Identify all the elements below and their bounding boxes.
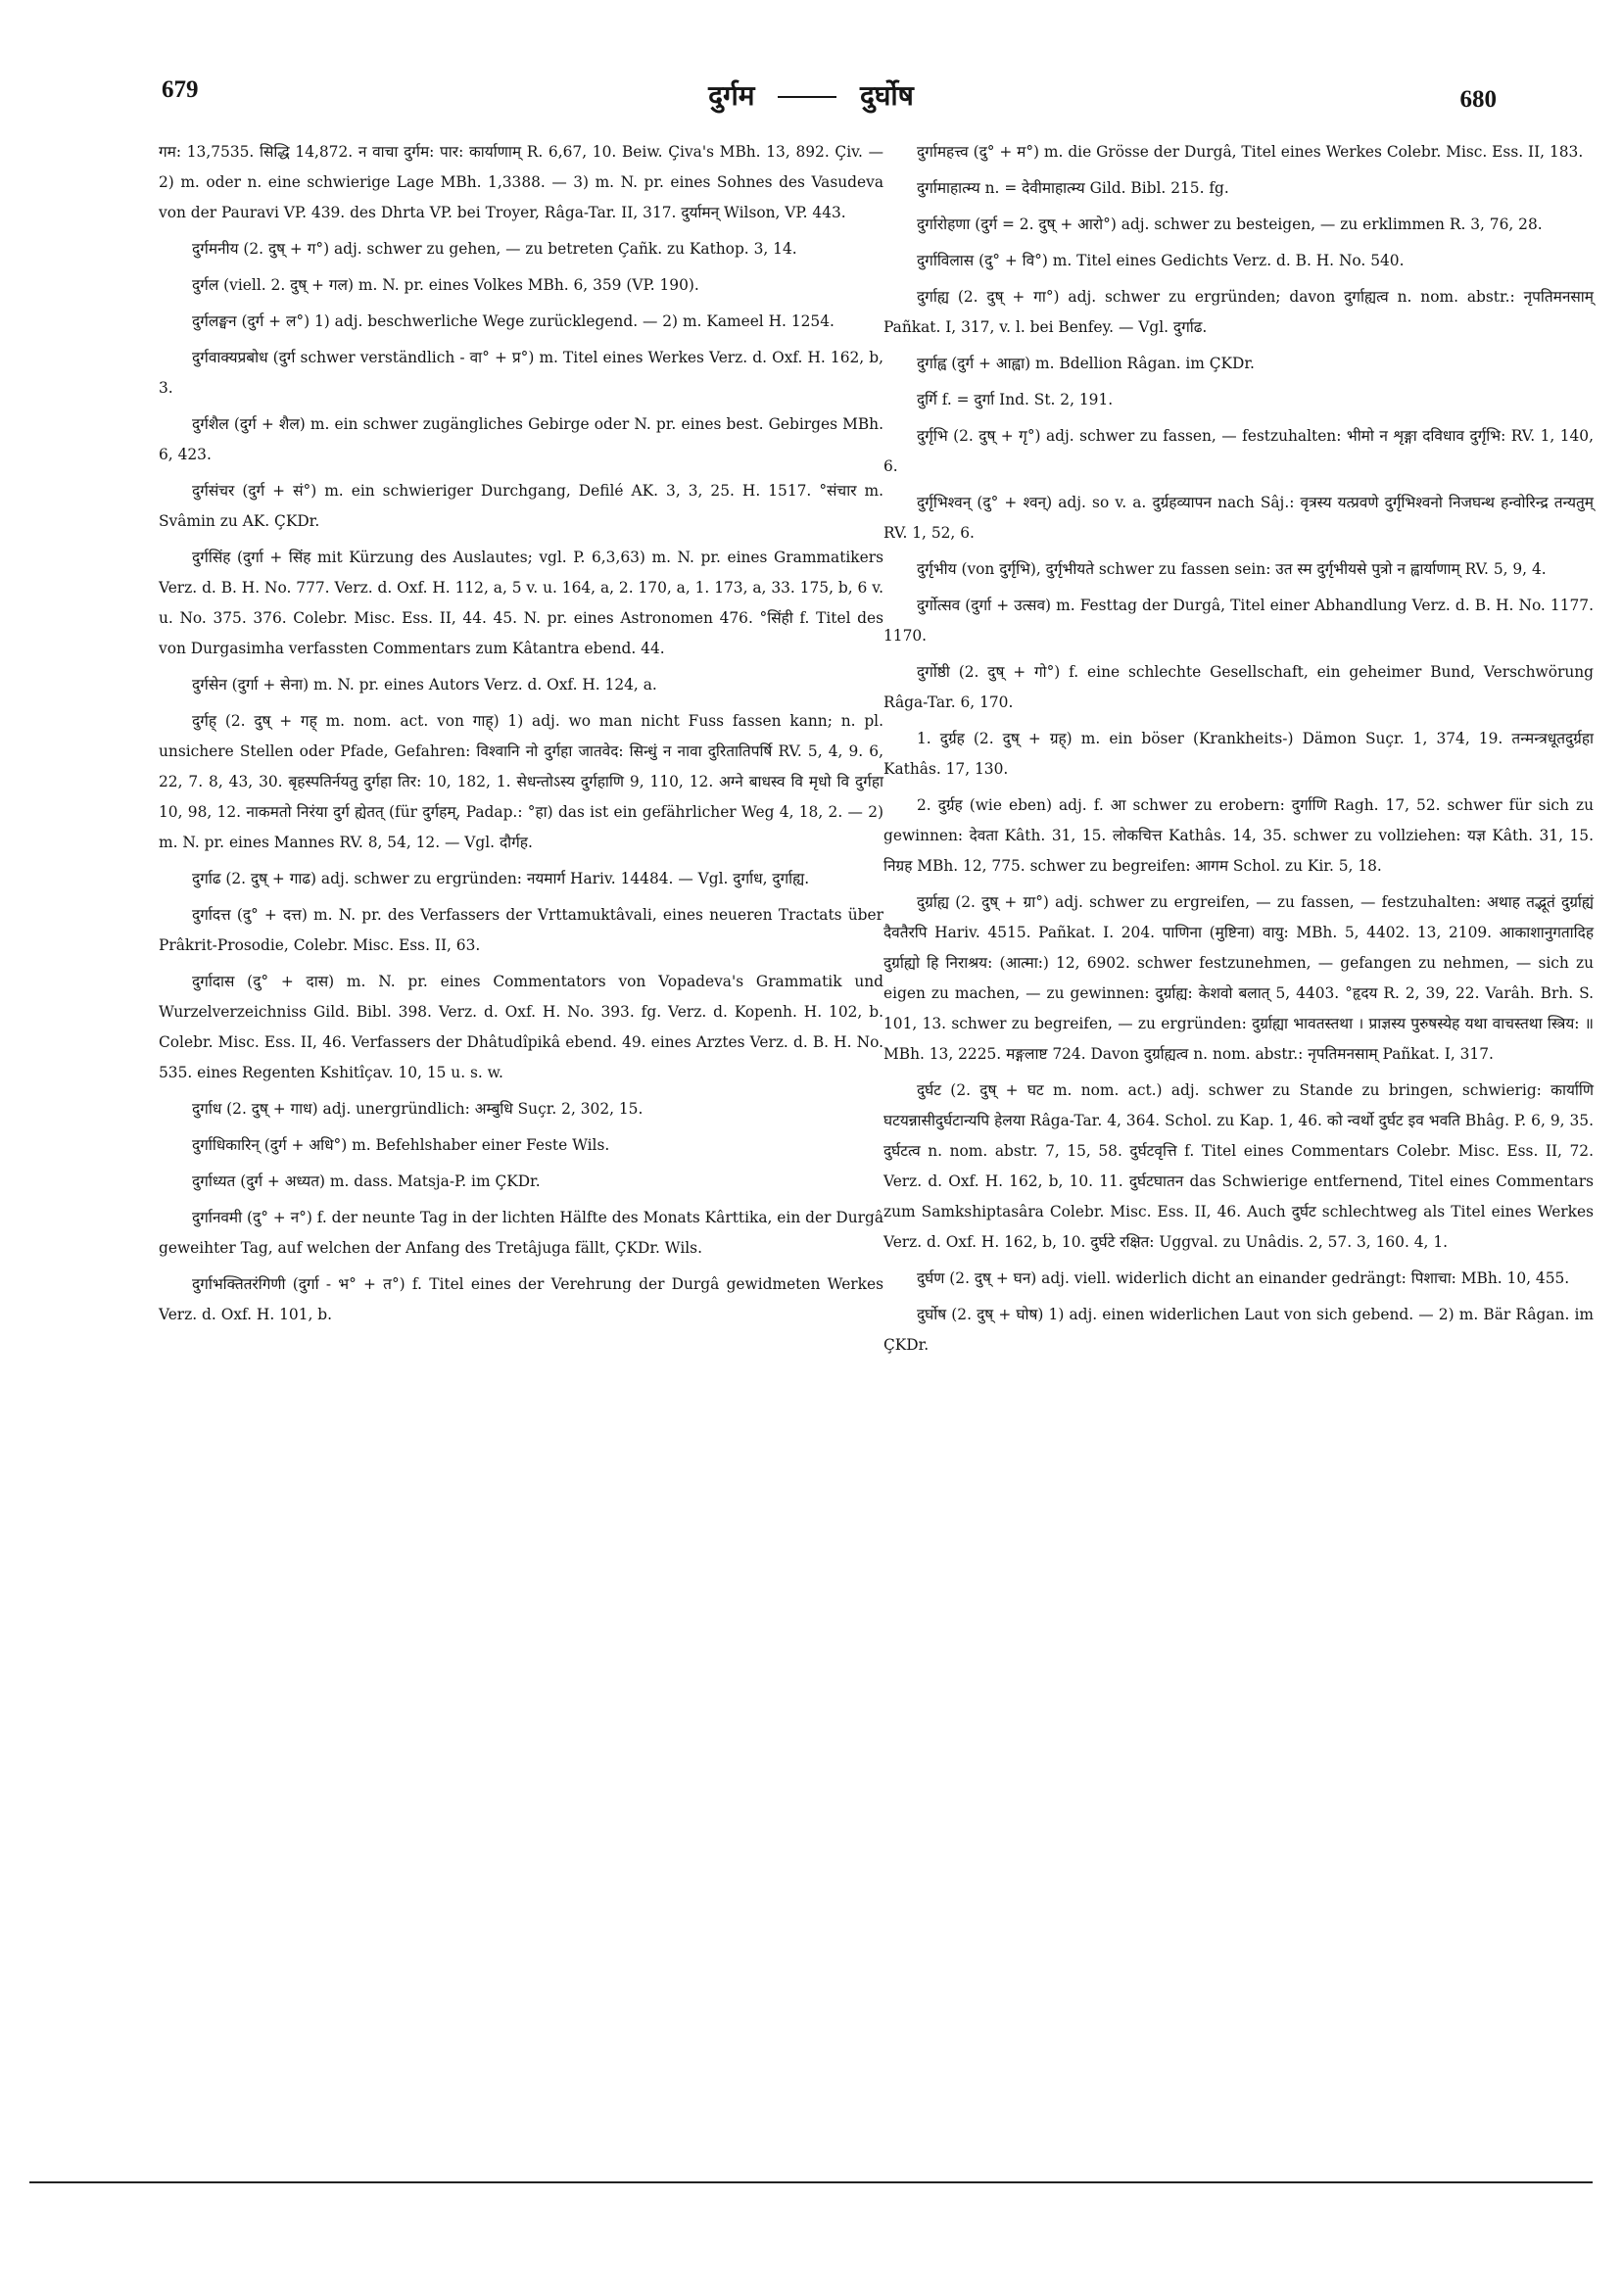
dictionary-entry: दुर्गामाहात्म्य n. = देवीमाहात्म्य Gild. Bibl. 215. fg.: [917, 179, 1229, 197]
dictionary-entry: दुर्घोष (2. दुष् + घोष) 1) adj. einen widerlichen Laut von sich gebend. — 2) m. Bär Râgan. im ÇKDr.: [883, 1306, 1594, 1354]
dictionary-entry: दुर्गारोहणा (दुर्ग = 2. दुष् + आरो°) adj. schwer zu besteigen, — zu erklimmen R. 3, 76, 28.: [917, 215, 1543, 233]
running-head-dash: [778, 96, 836, 98]
dictionary-entry: गम: 13,7535. सिद्धि 14,872. न वाचा दुर्गम: पार: कार्याणाम् R. 6,67, 10. Beiw. Çiva's MBh. 13, 892. Çiv. — 2) m. oder n. eine schwierige Lage MBh. 1,3388. — 3) m. N. pr. eines Sohnes des Vasudeva von der Pauravi VP. 439. des Dhrta VP. bei Troyer, Râga-Tar. II, 317. दुर्यामन् Wilson, VP. 443.: [159, 143, 883, 221]
dictionary-entry: दुर्गाह्व (दुर्ग + आह्वा) m. Bdellion Râgan. im ÇKDr.: [917, 355, 1255, 372]
dictionary-entry: दुर्गाह्य (2. दुष् + गा°) adj. schwer zu ergründen; davon दुर्गाह्यत्व n. nom. abstr.: नृपतिमनसाम् Pañkat. I, 317, v. l. bei Benfey. — Vgl. दुर्गाढ.: [883, 288, 1594, 336]
dictionary-entry: दुर्गवाक्यप्रबोध (दुर्ग schwer verständlich - वा° + प्र°) m. Titel eines Werkes Verz. d. Oxf. H. 162, b, 3.: [159, 349, 883, 397]
page-header: [0, 76, 1622, 125]
dictionary-entry: दुर्गसिंह (दुर्गा + सिंह mit Kürzung des Auslautes; vgl. P. 6,3,63) m. N. pr. eines Grammatikers Verz. d. B. H. No. 777. Verz. d. Oxf. H. 112, a, 5 v. u. 164, a, 2. 170, a, 1. 173, a, 33. 175, b, 6 v. u. No. 375. 376. Colebr. Misc. Ess. II, 44. 45. N. pr. eines Astronomen 476. °सिंही f. Titel des von Durgasimha verfassten Commentars zum Kâtantra ebend. 44.: [159, 549, 883, 657]
dictionary-entry: दुर्गसंचर (दुर्ग + सं°) m. ein schwieriger Durchgang, Defilé AK. 3, 3, 25. H. 1517. °संचार m. Svâmin zu AK. ÇKDr.: [159, 482, 883, 530]
dictionary-entry: दुर्गाढ (2. दुष् + गाढ) adj. schwer zu ergründen: नयमार्ग Hariv. 14484. — Vgl. दुर्गाध, दुर्गाह्य.: [192, 870, 810, 887]
dictionary-entry: दुर्गानवमी (दु° + न°) f. der neunte Tag in der lichten Hälfte des Monats Kârttika, ein der Durgâ geweihter Tag, auf welchen der Anfang des Tretâjuga fällt, ÇKDr. Wils.: [159, 1209, 883, 1257]
dictionary-entry: दुर्गोष्ठी (2. दुष् + गो°) f. eine schlechte Gesellschaft, ein geheimer Bund, Verschwörung Râga-Tar. 6, 170.: [883, 663, 1594, 711]
dictionary-entry: दुर्गि f. = दुर्गा Ind. St. 2, 191.: [917, 391, 1114, 408]
dictionary-entry: दुर्गल (viell. 2. दुष् + गल) m. N. pr. eines Volkes MBh. 6, 359 (VP. 190).: [192, 276, 699, 294]
dictionary-entry: दुर्गाविलास (दु° + वि°) m. Titel eines Gedichts Verz. d. B. H. No. 540.: [917, 252, 1405, 269]
dictionary-entry: दुर्गाभक्तितरंगिणी (दुर्गा - भ° + त°) f. Titel eines der Verehrung der Durgâ gewidmeten Werkes Verz. d. Oxf. H. 101, b.: [159, 1275, 883, 1323]
dictionary-entry: दुर्गामहत्त्व (दु° + म°) m. die Grösse der Durgâ, Titel eines Werkes Colebr. Misc. Ess. II, 183.: [917, 143, 1584, 161]
running-head-left: दुर्गम: [708, 79, 755, 112]
running-head: [0, 76, 1622, 114]
dictionary-entry: दुर्घण (2. दुष् + घन) adj. viell. widerlich dicht an einander gedrängt: पिशाचा: MBh. 10, 455.: [917, 1269, 1570, 1287]
dictionary-entry: दुर्गृभिश्वन् (दु° + श्वन्) adj. so v. a. दुर्ग्रहव्यापन nach Sâj.: वृत्रस्य यत्प्रवणे दुर्गृभिश्वनो निजघन्थ हन्वोरिन्द्र तन्यतुम् RV. 1, 52, 6.: [883, 494, 1594, 542]
dictionary-entry: दुर्गशैल (दुर्ग + शैल) m. ein schwer zugängliches Gebirge oder N. pr. eines best. Gebirges MBh. 6, 423.: [159, 415, 883, 463]
dictionary-entry: दुर्गसेन (दुर्गा + सेना) m. N. pr. eines Autors Verz. d. Oxf. H. 124, a.: [192, 676, 657, 694]
dictionary-entry: दुर्गह् (2. दुष् + गह् m. nom. act. von गाह्) 1) adj. wo man nicht Fuss fassen kann; n. pl. unsichere Stellen oder Pfade, Gefahren: विश्वानि नो दुर्गहा जातवेद: सिन्धुं न नावा दुरितातिपर्षि RV. 5, 4, 9. 6, 22, 7. 8, 43, 30. बृहस्पतिर्नयतु दुर्गहा तिर: 10, 182, 1. सेधन्तोऽस्य दुर्गहाणि 9, 110, 12. अग्ने बाधस्व वि मृधो वि दुर्गहा 10, 98, 12. नाकमतो निरंया दुर्ग ह्येतत् (für दुर्गहम्, Padap.: °हा) das ist ein gefährlicher Weg 4, 18, 2. — 2) m. N. pr. eines Mannes RV. 8, 54, 12. — Vgl. दौर्गह.: [159, 712, 883, 851]
dictionary-entry: दुर्गलङ्घन (दुर्ग + ल°) 1) adj. beschwerliche Wege zurücklegend. — 2) m. Kameel H. 1254.: [192, 312, 835, 330]
dictionary-entry: दुर्गादत्त (दु° + दत्त) m. N. pr. des Verfassers der Vrttamuktâvali, eines neueren Tractats über Prâkrit-Prosodie, Colebr. Misc. Ess. II, 63.: [159, 906, 883, 954]
dictionary-entry: दुर्गाध्यत (दुर्ग + अध्यत) m. dass. Matsja-P. im ÇKDr.: [192, 1172, 541, 1190]
dictionary-entry: दुर्गाध (2. दुष् + गाध) adj. unergründlich: अम्बुधि Suçr. 2, 302, 15.: [192, 1100, 644, 1118]
dictionary-entry: दुर्गोत्सव (दुर्गा + उत्सव) m. Festtag der Durgâ, Titel einer Abhandlung Verz. d. B. H. No. 1177. 1170.: [883, 597, 1594, 645]
dictionary-entry: दुर्गमनीय (2. दुष् + ग°) adj. schwer zu gehen, — zu betreten Çañk. zu Kathop. 3, 14.: [192, 240, 797, 258]
dictionary-entry: दुर्घट (2. दुष् + घट m. nom. act.) adj. schwer zu Stande zu bringen, schwierig: कार्याणि घटयन्नासीदुर्घटान्यपि हेलया Râga-Tar. 4, 364. Schol. zu Kap. 1, 46. को न्वर्थो दुर्घट इव भवति Bhâg. P. 6, 9, 35. दुर्घटत्व n. nom. abstr. 7, 15, 58. दुर्घटवृत्ति f. Titel eines Commentars Colebr. Misc. Ess. II, 72. Verz. d. Oxf. H. 162, b, 10. 11. दुर्घटघातन das Schwierige entfernend, Titel eines Commentars zum Samkshiptasâra Colebr. Misc. Ess. II, 46. Auch दुर्घट schlechtweg als Titel eines Werkes Verz. d. Oxf. H. 162, b, 10. दुर्घटे रक्षित: Uggval. zu Unâdis. 2, 57. 3, 160. 4, 1.: [883, 1081, 1594, 1251]
left-column: [159, 137, 883, 1336]
left-page-number: 679: [162, 76, 199, 103]
dictionary-entry: दुर्गादास (दु° + दास) m. N. pr. eines Commentators von Vopadeva's Grammatik und Wurzelverzeichniss Gild. Bibl. 398. Verz. d. Oxf. H. No. 393. fg. Verz. d. Kopenh. H. 102, b. Colebr. Misc. Ess. II, 46. Verfassers der Dhâtudîpikâ ebend. 49. eines Arztes Verz. d. B. H. No. 535. eines Regenten Kshitîçav. 10, 15 u. s. w.: [159, 973, 883, 1081]
dictionary-entry: 1. दुर्ग्रह (2. दुष् + ग्रह्) m. ein böser (Krankheits-) Dämon Suçr. 1, 374, 19. तन्मन्त्रधूतदुर्ग्रहा Kathâs. 17, 130.: [883, 730, 1594, 778]
dictionary-entry: दुर्ग्राह्य (2. दुष् + ग्रा°) adj. schwer zu ergreifen, — zu fassen, — festzuhalten: अथाह तद्भूतं दुर्ग्राह्यं दैवतैरपि Hariv. 4515. Pañkat. I. 204. पाणिना (मुष्टिना) वायु: MBh. 5, 4402. 13, 2109. आकाशानुगतादिह दुर्ग्राह्यो हि निराश्रय: (आत्मा:) 12, 6902. schwer festzunehmen, — gefangen zu nehmen, — sich zu eigen zu machen, — zu gewinnen: दुर्ग्राह्य: केशवो बलात् 5, 4403. °हृदय R. 2, 39, 22. Varâh. Brh. S. 101, 13. schwer zu begreifen, — zu ergründen: दुर्ग्राह्या भावतस्तथा । प्राज्ञस्य पुरुषस्येह यथा वाचस्तथा स्त्रिय: ॥ MBh. 13, 2225. मङ्गलाष्ट 724. Davon दुर्ग्राह्यत्व n. nom. abstr.: नृपतिमनसाम् Pañkat. I, 317.: [883, 893, 1594, 1063]
dictionary-entry: 2. दुर्ग्रह (wie eben) adj. f. आ schwer zu erobern: दुर्गाणि Ragh. 17, 52. schwer für sich zu gewinnen: देवता Kâth. 31, 15. लोकचित्त Kathâs. 14, 35. schwer zu vollziehen: यज्ञ Kâth. 31, 15. निग्रह MBh. 12, 775. schwer zu begreifen: आगम Schol. zu Kir. 5, 18.: [883, 796, 1594, 875]
dictionary-entry: दुर्गाधिकारिन् (दुर्ग + अधि°) m. Befehlshaber einer Feste Wils.: [192, 1136, 610, 1154]
dictionary-entry: दुर्गृभीय (von दुर्गृभि), दुर्गृभीयते schwer zu fassen sein: उत स्म दुर्गृभीयसे पुत्रो न ह्वार्याणाम् RV. 5, 9, 4.: [917, 560, 1547, 578]
footer-rule: [29, 2181, 1593, 2183]
dictionary-entry: दुर्गृभि (2. दुष् + गृ°) adj. schwer zu fassen, — festzuhalten: भीमो न शृङ्गा दविधाव दुर्गृभि: RV. 1, 140, 6.: [883, 427, 1594, 475]
right-page-number: 680: [1459, 86, 1497, 113]
running-head-right: दुर्घोष: [860, 79, 914, 112]
right-column: [883, 137, 1594, 1366]
